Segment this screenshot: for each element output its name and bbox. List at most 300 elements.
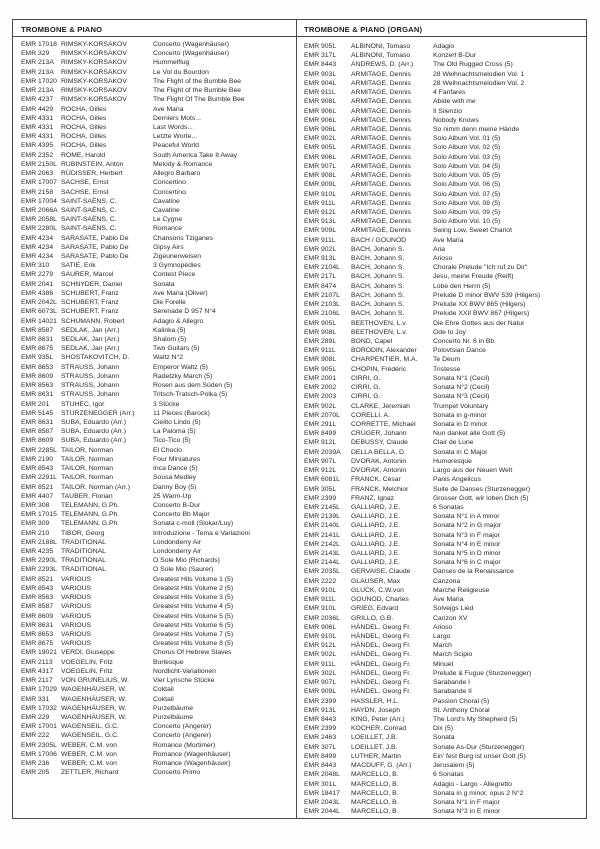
ref-cell: EMR 2290L	[21, 557, 57, 565]
catalog-row	[304, 752, 582, 761]
title-cell: March	[433, 642, 452, 650]
catalog-row	[21, 307, 292, 316]
catalog-row	[21, 464, 292, 473]
ref-cell: EMR 8631	[21, 621, 54, 629]
composer-cell: MARCELLO, B.	[351, 789, 399, 797]
composer-cell: ARMITAGE, Dennis	[351, 98, 411, 106]
composer-cell: FRANCK, Melchior	[351, 485, 409, 493]
catalog-row	[304, 392, 582, 401]
composer-cell: RIMSKY-KORSAKOV	[61, 87, 127, 95]
ref-cell: EMR 2039A	[304, 448, 341, 456]
ref-cell: EMR 2066A	[21, 206, 58, 214]
composer-cell: BACH, Johann S.	[351, 282, 405, 290]
title-cell: Last Words...	[153, 123, 193, 131]
ref-cell: EMR 17018	[21, 41, 57, 48]
catalog-row	[304, 383, 582, 392]
composer-cell: STRAUSS, Johann	[61, 391, 120, 399]
title-cell: Passion Choral (5)	[433, 697, 490, 705]
ref-cell: EMR 2106L	[304, 310, 340, 318]
ref-cell: EMR 8443	[304, 762, 337, 770]
title-cell: Abide with me	[433, 98, 476, 106]
composer-cell: TRADITIONAL	[61, 557, 106, 565]
catalog-row	[304, 733, 582, 742]
title-cell: Contest Piece	[153, 271, 196, 279]
title-cell: Two Guitars (5)	[153, 345, 200, 353]
ref-cell: EMR 2044L	[304, 808, 340, 816]
composer-cell: DEBUSSY, Claude	[351, 439, 408, 447]
composer-cell: CORRETTE, Michael	[351, 420, 416, 428]
catalog-row	[304, 411, 582, 420]
ref-cell: EMR 307L	[304, 743, 337, 751]
ref-cell: EMR 14021	[21, 317, 57, 325]
title-cell: Hummelflug	[153, 59, 190, 67]
title-cell: Prelude D minor BWV 539 (Hilgers)	[433, 291, 541, 299]
ref-cell: EMR 213A	[21, 87, 54, 95]
ref-cell: EMR 17004	[21, 197, 57, 205]
title-cell: Adagio - Largo - Allegretto	[433, 780, 512, 788]
ref-cell: EMR 2463	[304, 734, 337, 742]
ref-cell: EMR 4429	[21, 105, 54, 113]
composer-cell: SAINT-SAËNS, C.	[61, 197, 117, 205]
catalog-row	[21, 123, 292, 132]
title-cell: Melody & Romance	[153, 160, 213, 168]
catalog-row	[304, 577, 582, 586]
title-cell: Introduzione - Tema e Variazioni	[153, 529, 250, 537]
ref-cell: EMR 912L	[304, 439, 337, 447]
catalog-row	[304, 614, 582, 623]
catalog-row	[304, 641, 582, 650]
title-cell: Solo Album Vol. 09 (5)	[433, 208, 501, 216]
ref-cell: EMR 236	[21, 760, 50, 768]
catalog-row	[304, 669, 582, 678]
title-cell: Cavatine	[153, 206, 180, 214]
ref-cell: EMR 2222	[304, 577, 337, 585]
composer-cell: DELLA BELLA, D.	[351, 448, 406, 456]
ref-cell: EMR 2158	[21, 188, 54, 196]
title-cell: Grosser Gott, wir loben Dich (5)	[433, 494, 529, 502]
catalog-row	[21, 483, 292, 492]
catalog-row	[21, 381, 292, 390]
composer-cell: VOEGELIN, Fritz	[61, 667, 113, 675]
ref-cell: EMR 301L	[304, 780, 337, 788]
catalog-row	[21, 731, 292, 740]
piece-table-trombone-piano	[21, 40, 292, 778]
composer-cell: DVORAK, Antonin	[351, 457, 407, 465]
title-cell: Solo Album Vol. 02 (5)	[433, 144, 501, 152]
catalog-row	[304, 236, 582, 245]
composer-cell: FRANCK, César	[351, 476, 401, 484]
catalog-row	[21, 363, 292, 372]
title-cell: Sonata in g minor, opus 2 N°2	[433, 789, 524, 797]
ref-cell: EMR 8543	[21, 584, 54, 592]
ref-cell: EMR 2104L	[304, 264, 340, 272]
composer-cell: SEDLAK, Jan (Arr.)	[61, 336, 120, 343]
composer-cell: HASSLER, H.L.	[351, 697, 399, 705]
catalog-row	[304, 798, 582, 807]
ref-cell: EMR 2042L	[21, 299, 57, 307]
title-cell: Sonata N°1 in F major	[433, 798, 500, 806]
catalog-row	[304, 531, 582, 540]
title-cell: Arioso	[433, 255, 453, 263]
title-cell: Tico-Tico (5)	[153, 437, 191, 445]
composer-cell: ARMITAGE, Dennis	[351, 135, 411, 143]
catalog-row	[304, 567, 582, 576]
ref-cell: EMR 905L	[304, 144, 337, 152]
catalog-row	[21, 473, 292, 482]
ref-cell: EMR 2141L	[304, 531, 340, 539]
title-cell: Londonderry Air	[153, 538, 201, 546]
composer-cell: TRADITIONAL	[61, 548, 106, 556]
composer-cell: WEBER, C.M. von	[61, 741, 117, 749]
composer-cell: GALLIARD, J.E.	[351, 550, 401, 558]
title-cell: Sonata N°3 in F major	[433, 531, 500, 539]
catalog-row	[304, 374, 582, 383]
catalog-row	[304, 217, 582, 226]
composer-cell: VARIOUS	[61, 575, 92, 583]
title-cell: Jesu, meine Freude (Reift)	[433, 273, 514, 281]
ref-cell: EMR 17032	[21, 704, 57, 712]
composer-cell: CIRRI, G.	[351, 374, 381, 382]
title-cell: Die Ehre Gottes aus der Natur	[433, 319, 525, 327]
catalog-row	[304, 245, 582, 254]
catalog-row	[21, 436, 292, 445]
catalog-row	[304, 438, 582, 447]
catalog-row	[21, 151, 292, 160]
catalog-row	[304, 429, 582, 438]
composer-cell: BACH, Johann S.	[351, 264, 405, 272]
title-cell: Marche Religieuse	[433, 586, 490, 594]
title-cell: Romance (Mortimer)	[153, 741, 216, 749]
catalog-row	[304, 604, 582, 613]
catalog-row	[21, 630, 292, 639]
title-cell: Chorale Prelude "Ich ruf zu Dir"	[433, 264, 528, 272]
composer-cell: BACH, Johann S.	[351, 310, 405, 318]
composer-cell: ARMITAGE, Dennis	[351, 172, 411, 180]
composer-cell: SCHUBERT, Franz	[61, 289, 119, 297]
composer-cell: GERVAISE, Claude	[351, 568, 411, 576]
ref-cell: EMR 912L	[304, 642, 337, 650]
ref-cell: EMR 4407	[21, 492, 54, 500]
catalog-row	[21, 593, 292, 602]
ref-cell: EMR 17029	[21, 686, 57, 694]
composer-cell: RIMSKY-KORSAKOV	[61, 41, 127, 48]
ref-cell: EMR 2043L	[304, 798, 340, 806]
ref-cell: EMR 905L	[304, 43, 337, 50]
title-cell: Greatest Hits Volume 8 (5)	[153, 640, 234, 648]
catalog-row	[21, 197, 292, 206]
catalog-row	[304, 365, 582, 374]
column-trombone-piano	[13, 20, 296, 818]
catalog-row	[304, 97, 582, 106]
catalog-row	[21, 95, 292, 104]
ref-cell: EMR 2190	[21, 455, 54, 463]
catalog-row	[21, 188, 292, 197]
title-cell: Solvejgs Lied	[433, 605, 474, 613]
catalog-row	[21, 353, 292, 362]
composer-cell: SAURER, Marcel	[61, 271, 114, 279]
composer-cell: SARASATE, Pablo De	[61, 253, 129, 261]
ref-cell: EMR 2103L	[304, 301, 340, 309]
composer-cell: HÄNDEL, Georg Fr.	[351, 642, 412, 650]
ref-cell: EMR 310	[21, 262, 50, 270]
catalog-row	[304, 402, 582, 411]
ref-cell: EMR 911L	[304, 236, 336, 244]
composer-cell: ARMITAGE, Dennis	[351, 125, 411, 133]
title-cell: Ode to Joy	[433, 328, 466, 336]
composer-cell: MACDUFF, G. (Arr.)	[351, 762, 412, 770]
ref-cell: EMR 909L	[304, 688, 337, 696]
title-cell: Serenade D 957 N°4	[153, 308, 216, 316]
ref-cell: EMR 289L	[304, 338, 337, 345]
composer-cell: STRAUSS, Johann	[61, 363, 120, 371]
catalog-row	[304, 190, 582, 199]
composer-cell: MARCELLO, B.	[351, 798, 399, 806]
title-cell: Ave Maria	[153, 105, 184, 113]
catalog-row	[21, 105, 292, 114]
ref-cell: EMR 910L	[304, 190, 337, 198]
title-cell: Greatest Hits Volume 5 (5)	[153, 612, 234, 620]
composer-cell: GALLIARD, J.E.	[351, 531, 401, 539]
title-cell: Sonata N°4 in E minor	[433, 540, 501, 548]
catalog-row	[304, 494, 582, 503]
ref-cell: EMR 308	[21, 501, 50, 509]
composer-cell: GALLIARD, J.E.	[351, 540, 401, 548]
ref-cell: EMR 908L	[304, 172, 337, 180]
ref-cell: EMR 8443	[304, 715, 337, 723]
composer-cell: HÄNDEL, Georg Fr.	[351, 633, 412, 640]
ref-cell: EMR 8443	[304, 61, 337, 69]
catalog-row	[21, 547, 292, 556]
catalog-row	[21, 492, 292, 501]
composer-cell: TELEMANN, G.Ph.	[61, 501, 120, 509]
ref-cell: EMR 2293L	[21, 566, 57, 574]
title-cell: Adagio & Allegro	[153, 317, 204, 325]
header-divider	[13, 36, 296, 37]
title-cell: Concerto Bb Major	[153, 511, 210, 519]
catalog-row	[304, 697, 582, 706]
ref-cell: EMR 911L	[304, 347, 336, 355]
catalog-row	[21, 409, 292, 418]
ref-cell: EMR 907L	[304, 457, 337, 465]
ref-cell: EMR 911L	[304, 596, 336, 604]
title-cell: Rosen aus dem Süden (5)	[153, 382, 233, 390]
catalog-row	[304, 780, 582, 789]
catalog-row	[21, 400, 292, 409]
catalog-row	[304, 466, 582, 475]
title-cell: Romance	[153, 225, 183, 233]
ref-cell: EMR 8653	[21, 631, 54, 638]
composer-cell: RÜDISSER, Herbert	[61, 170, 123, 178]
catalog-row	[304, 807, 582, 816]
composer-cell: WAGENHÄUSER, W.	[61, 704, 127, 712]
title-cell: Solo Album Vol. 07 (5)	[433, 190, 501, 198]
composer-cell: ARMITAGE, Dennis	[351, 162, 411, 170]
title-cell: Concerto (Wagenhäuser)	[153, 41, 230, 48]
composer-cell: GALLIARD, J.E.	[351, 513, 401, 521]
title-cell: The Lord's My Shepherd (5)	[433, 715, 518, 723]
catalog-row	[21, 289, 292, 298]
ref-cell: EMR 902L	[304, 135, 337, 143]
catalog-row	[21, 501, 292, 510]
ref-cell: EMR 913L	[304, 255, 337, 263]
catalog-row	[304, 143, 582, 152]
catalog-row	[21, 529, 292, 538]
catalog-row	[21, 427, 292, 436]
ref-cell: EMR 291L	[304, 420, 337, 428]
ref-cell: EMR 909L	[304, 181, 337, 189]
composer-cell: ARMITAGE, Dennis	[351, 218, 411, 226]
catalog-row	[304, 789, 582, 798]
composer-cell: SUBA, Eduardo (Arr.)	[61, 418, 126, 426]
catalog-row	[21, 676, 292, 685]
composer-cell: GRILLO, G.B.	[351, 614, 394, 622]
catalog-row	[304, 558, 582, 567]
ref-cell: EMR 302L	[304, 669, 337, 677]
catalog-row	[21, 58, 292, 67]
composer-cell: CLARKE, Jeremiah	[351, 402, 410, 410]
catalog-row	[304, 650, 582, 659]
catalog-row	[21, 280, 292, 289]
catalog-row	[21, 234, 292, 243]
composer-cell: LUTHER, Martin	[351, 752, 401, 760]
ref-cell: EMR 912L	[304, 467, 337, 475]
catalog-row	[21, 538, 292, 547]
title-cell: Concerto B-Dur	[153, 501, 201, 509]
composer-cell: RUBINSTEIN, Anton	[61, 160, 124, 168]
title-cell: Te Deum	[433, 356, 461, 364]
ref-cell: EMR 8499	[304, 752, 337, 760]
title-cell: Tritsch-Tratsch-Polka (5)	[153, 391, 228, 399]
catalog-row	[304, 134, 582, 143]
ref-cell: EMR 913L	[304, 706, 337, 714]
composer-cell: ARMITAGE, Dennis	[351, 181, 411, 189]
catalog-row	[304, 355, 582, 364]
piece-table-trombone-piano-organ	[304, 42, 582, 816]
title-cell: Greatest Hits Volume 4 (5)	[153, 603, 234, 611]
catalog-row	[21, 418, 292, 427]
catalog-row	[304, 300, 582, 309]
ref-cell: EMR 2058L	[21, 216, 57, 224]
catalog-row	[21, 519, 292, 528]
ref-cell: EMR 17006	[21, 750, 57, 758]
composer-cell: SACHSE, Ernst	[61, 179, 109, 187]
catalog-row	[304, 199, 582, 208]
composer-cell: GLUCK, C.W.von	[351, 586, 404, 594]
catalog-row	[21, 722, 292, 731]
composer-cell: RIMSKY-KORSAKOV	[61, 77, 127, 85]
title-cell: So nimm denn meine Hände	[433, 125, 520, 133]
ref-cell: EMR 906L	[304, 153, 337, 161]
title-cell: Le Cygne	[153, 216, 183, 224]
title-cell: Jerusalem (5)	[433, 762, 475, 770]
title-cell: 3 Gymnopédies	[153, 262, 201, 270]
catalog-row	[21, 270, 292, 279]
title-cell: Largo	[433, 633, 451, 640]
catalog-row	[21, 602, 292, 611]
catalog-row	[304, 162, 582, 171]
title-cell: Peaceful World	[153, 142, 199, 150]
ref-cell: EMR 902L	[304, 651, 337, 659]
title-cell: El Choclo	[153, 446, 183, 454]
catalog-box	[12, 19, 587, 819]
composer-cell: RIMSKY-KORSAKOV	[61, 50, 127, 58]
ref-cell: EMR 2142L	[304, 540, 340, 548]
composer-cell: VARIOUS	[61, 612, 92, 620]
title-cell: Coktail	[153, 686, 174, 694]
ref-cell: EMR 4234	[21, 243, 54, 251]
composer-cell: HÄNDEL, Georg Fr.	[351, 651, 412, 659]
composer-cell: BACH, Johann S.	[351, 255, 405, 263]
ref-cell: EMR 213A	[21, 59, 54, 67]
catalog-row	[304, 586, 582, 595]
ref-cell: EMR 2143L	[304, 550, 340, 558]
title-cell: Radetzky March (5)	[153, 372, 213, 380]
ref-cell: EMR 911L	[304, 199, 336, 207]
composer-cell: VOEGELIN, Fritz	[61, 658, 113, 666]
title-cell: Concerto Nr. 6 in Bb	[433, 338, 495, 345]
composer-cell: TELEMANN, G.Ph.	[61, 520, 120, 528]
ref-cell: EMR 8675	[21, 345, 54, 353]
ref-cell: EMR 2063	[21, 170, 54, 178]
catalog-row	[21, 261, 292, 270]
composer-cell: TRADITIONAL	[61, 538, 106, 546]
title-cell: Nordlicht-Variationen	[153, 667, 216, 675]
ref-cell: EMR 2041	[21, 280, 54, 288]
title-cell: Concerto Primo	[153, 769, 201, 777]
ref-cell: EMR 906L	[304, 116, 337, 124]
composer-cell: FRANZ, Ignaz	[351, 494, 395, 502]
ref-cell: EMR 2399	[304, 697, 337, 705]
title-cell: Solo Album Vol. 05 (5)	[433, 172, 501, 180]
catalog-row	[21, 658, 292, 667]
title-cell: Greatest Hits Volume 3 (5)	[153, 594, 234, 602]
composer-cell: BACH, Johann S.	[351, 245, 405, 253]
title-cell: Sonata in D minor	[433, 420, 488, 428]
title-cell: Sarabande II	[433, 688, 472, 696]
catalog-row	[304, 319, 582, 328]
catalog-row	[21, 685, 292, 694]
ref-cell: EMR 8563	[21, 594, 54, 602]
ref-cell: EMR 2188L	[21, 538, 57, 546]
ref-cell: EMR 907L	[304, 679, 337, 687]
composer-cell: WAGENSEIL, G.C.	[61, 732, 119, 740]
title-cell: Panis Angelicus	[433, 476, 481, 484]
title-cell: Trumpet Voluntary	[433, 402, 489, 410]
catalog-row	[21, 759, 292, 768]
ref-cell: EMR 201	[21, 400, 50, 408]
catalog-row	[304, 125, 582, 134]
catalog-row	[304, 687, 582, 696]
composer-cell: ARMITAGE, Dennis	[351, 79, 411, 87]
title-cell: The Flight of the Bumble Bee	[153, 77, 242, 85]
catalog-row	[21, 317, 292, 326]
title-cell: Shalom (5)	[153, 336, 187, 343]
catalog-row	[304, 208, 582, 217]
composer-cell: ARMITAGE, Dennis	[351, 107, 411, 115]
composer-cell: VON GRUNELIUS, W.	[61, 677, 129, 685]
title-cell: March Scipio	[433, 651, 473, 659]
title-cell: Sonata N°6 in C major	[433, 559, 501, 567]
ref-cell: EMR 8587	[21, 326, 54, 334]
ref-cell: EMR 222	[21, 732, 50, 740]
catalog-row	[21, 704, 292, 713]
composer-cell: WEBER, C.M. von	[61, 760, 117, 768]
ref-cell: EMR 908L	[304, 98, 337, 106]
composer-cell: VARIOUS	[61, 640, 92, 648]
composer-cell: VERDI, Giuseppe	[61, 649, 115, 657]
catalog-row	[304, 595, 582, 604]
ref-cell: EMR 8631	[21, 391, 54, 399]
